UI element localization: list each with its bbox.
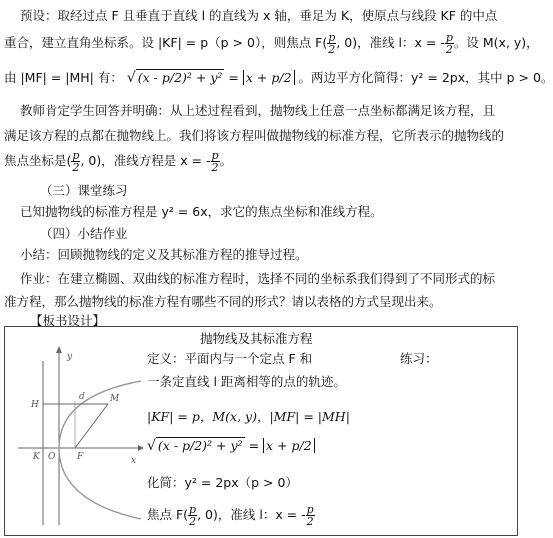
abs-expression: x + p/2 [243, 70, 295, 85]
homework-line1: 作业：在建立椭圆、双曲线的标准方程时，选择不同的坐标系我们得到了不同形式的标 [20, 271, 496, 286]
section4-title: （四）小结作业 [40, 226, 128, 241]
parabola-diagram [13, 341, 145, 527]
board-definition-b: 一条定直线 l 距离相等的点的轨迹。 [147, 374, 346, 389]
para1-line2-a: 重合，建立直角坐标系。设 |KF| = p（p > 0），则焦点 F( [4, 35, 328, 50]
board-sqrt-expression: (x - p/2)² + y² [157, 438, 243, 453]
label-H: H [31, 400, 39, 410]
para2-line2: 满足该方程的点都在抛物线上。我们将该方程叫做抛物线的标准方程，它所表示的抛物线的 [4, 128, 505, 143]
y-axis-arrow [56, 346, 62, 353]
label-K: K [33, 452, 40, 462]
sqrt-sign: √ [147, 438, 156, 454]
section3-title: （三）课堂练习 [40, 183, 128, 198]
board-abs-expression: x + p/2 [263, 438, 315, 453]
label-F: F [77, 452, 84, 462]
para2-line3-a: 焦点坐标是( [4, 153, 72, 168]
para1-line2-c: 。设 M(x, y)， [453, 35, 539, 50]
label-x: x [131, 456, 137, 466]
label-O: O [48, 452, 56, 462]
sqrt-sign: √ [126, 70, 136, 86]
section3-text: 已知抛物线的标准方程是 y² = 6x，求它的焦点坐标和准线方程。 [20, 204, 383, 219]
fraction-p-over-2: $\frac{p}{2}$ [306, 503, 314, 528]
board-focus-a: 焦点 F( [147, 507, 189, 522]
para1-line3-b: 。两边平方化简得：y² = 2px，其中 p > 0。 [298, 70, 553, 85]
board-exercise-label: 练习： [400, 351, 438, 366]
parabola-curve [59, 381, 141, 519]
label-y: y [67, 352, 73, 362]
para2-line3-b: , 0)，准线方程是 x = - [80, 153, 211, 168]
para2-line1: 教师肯定学生回答并明确：从上述过程看到，抛物线上任意一点坐标都满足该方程，且 [20, 103, 496, 118]
para2-line3 [4, 150, 232, 173]
para1-line3: 由 |MF| = |MH| 有： √ (x - p/2)² + y² = x + p/2 。两边平方化简得：y² = 2px，其中 p > 0。 [4, 70, 553, 86]
board-design-title: 【板书设计】 [30, 313, 106, 328]
fraction-p-over-2: $\frac{p}{2}$ [445, 31, 453, 56]
para1-line2-b: , 0)，准线 l：x = - [336, 35, 445, 50]
board-heading: 抛物线及其标准方程 [200, 331, 313, 346]
fraction-p-over-2: $\frac{p}{2}$ [211, 149, 219, 174]
board-focus-directrix [147, 504, 315, 527]
para1-line1: 预设：取经过点 F 且垂直于直线 l 的直线为 x 轴，垂足为 K，使原点与线段 KF 的中点 [20, 8, 498, 23]
label-M: M [110, 394, 120, 404]
segment-MF [75, 404, 108, 448]
fraction-p-over-2: $\frac{p}{2}$ [189, 503, 197, 528]
x-axis-arrow [138, 445, 144, 451]
section4-summary: 小结：回顾抛物线的定义及其标准方程的推导过程。 [20, 247, 308, 262]
board-simplify: 化简：y² = 2px（p > 0） [147, 475, 298, 490]
board-focus-b: , 0)，准线 l：x = - [197, 507, 306, 522]
para1-line3-a: 由 |MF| = |MH| 有： [4, 70, 123, 85]
sqrt-expression: (x - p/2)² + y² [137, 70, 223, 85]
para2-line3-c: 。 [219, 153, 233, 168]
fraction-p-over-2: $\frac{p}{2}$ [328, 31, 336, 56]
board-equation-1: |KF| = p，M(x, y)，|MF| = |MH| [147, 409, 350, 424]
fraction-p-over-2: $\frac{p}{2}$ [72, 149, 80, 174]
board-design-box [4, 326, 518, 536]
label-d: d [79, 392, 85, 402]
homework-line2: 准方程，那么抛物线的标准方程有哪些不同的形式？请以表格的方式呈现出来。 [4, 294, 442, 309]
board-equation-2: √ (x - p/2)² + y² = x + p/2 [147, 437, 315, 454]
board-definition-a: 定义：平面内与一个定点 F 和 [147, 351, 313, 366]
para1-line2 [4, 32, 539, 55]
